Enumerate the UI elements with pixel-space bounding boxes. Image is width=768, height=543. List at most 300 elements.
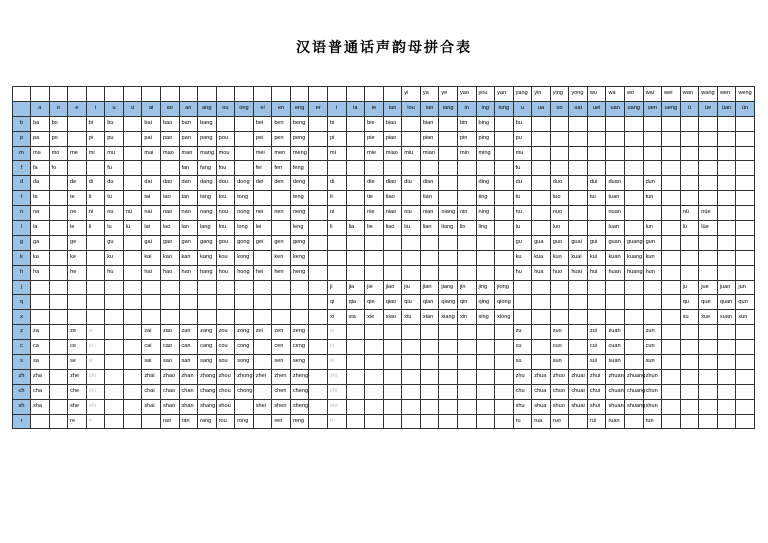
syllable-cell: qiao — [383, 295, 402, 310]
spelling-cell — [123, 87, 142, 102]
syllable-cell — [699, 355, 718, 370]
syllable-cell: zuan — [606, 325, 625, 340]
syllable-cell: li — [328, 221, 347, 236]
syllable-cell — [402, 369, 421, 384]
syllable-cell — [569, 295, 588, 310]
syllable-cell — [105, 280, 124, 295]
syllable-cell: zhi — [328, 369, 347, 384]
syllable-cell — [49, 265, 68, 280]
syllable-cell — [457, 414, 476, 429]
syllable-cell: hu — [105, 265, 124, 280]
syllable-cell — [680, 325, 699, 340]
syllable-cell — [476, 340, 495, 355]
syllable-cell: xi — [328, 310, 347, 325]
syllable-cell — [587, 116, 606, 131]
syllable-cell: cang — [198, 340, 217, 355]
syllable-cell — [457, 340, 476, 355]
syllable-cell — [123, 191, 142, 206]
syllable-cell — [625, 355, 644, 370]
final-header-cell: i — [328, 101, 347, 116]
syllable-cell: kun — [643, 250, 662, 265]
syllable-cell — [365, 325, 384, 340]
syllable-cell — [662, 221, 681, 236]
syllable-cell — [365, 355, 384, 370]
syllable-cell — [736, 206, 755, 221]
syllable-cell — [420, 265, 439, 280]
syllable-cell — [717, 176, 736, 191]
syllable-cell — [587, 146, 606, 161]
syllable-cell — [736, 325, 755, 340]
syllable-cell — [532, 221, 551, 236]
syllable-cell: zhuang — [625, 369, 644, 384]
syllable-cell — [31, 310, 50, 325]
syllable-cell: qu — [680, 295, 699, 310]
syllable-cell — [550, 161, 569, 176]
syllable-cell — [736, 414, 755, 429]
syllable-cell: cen — [272, 340, 291, 355]
syllable-cell: niang — [439, 206, 458, 221]
syllable-cell — [699, 116, 718, 131]
syllable-cell — [123, 250, 142, 265]
spelling-cell — [31, 87, 50, 102]
syllable-cell — [476, 265, 495, 280]
syllable-cell — [680, 265, 699, 280]
syllable-cell — [86, 265, 105, 280]
syllable-cell: zan — [179, 325, 198, 340]
syllable-cell — [346, 176, 365, 191]
syllable-cell: nao — [160, 206, 179, 221]
spelling-cell — [235, 87, 254, 102]
syllable-cell: liu — [402, 221, 421, 236]
syllable-cell — [309, 355, 328, 370]
table-row — [13, 116, 755, 131]
syllable-cell — [235, 399, 254, 414]
syllable-cell — [625, 221, 644, 236]
syllable-cell: tian — [420, 191, 439, 206]
syllable-cell: gu — [105, 235, 124, 250]
syllable-cell — [457, 325, 476, 340]
syllable-cell — [606, 161, 625, 176]
syllable-cell: nong — [235, 206, 254, 221]
syllable-cell — [532, 191, 551, 206]
syllable-cell — [402, 235, 421, 250]
spelling-cell: yao — [457, 87, 476, 102]
final-header-cell: ie — [365, 101, 384, 116]
syllable-cell: qing — [476, 295, 495, 310]
syllable-cell — [68, 116, 87, 131]
syllable-cell: kuang — [625, 250, 644, 265]
syllable-cell: dang — [198, 176, 217, 191]
syllable-cell — [123, 131, 142, 146]
syllable-cell — [569, 161, 588, 176]
syllable-cell: heng — [290, 265, 309, 280]
syllable-cell: qia — [346, 295, 365, 310]
syllable-cell: nü — [123, 206, 142, 221]
syllable-cell — [587, 206, 606, 221]
syllable-cell — [290, 280, 309, 295]
syllable-cell: mu — [513, 146, 532, 161]
final-header-cell: ü — [680, 101, 699, 116]
syllable-cell: guang — [625, 235, 644, 250]
syllable-cell: ci — [86, 340, 105, 355]
spelling-cell — [160, 87, 179, 102]
syllable-cell — [420, 369, 439, 384]
syllable-cell — [420, 325, 439, 340]
syllable-cell — [495, 265, 514, 280]
syllable-cell — [105, 310, 124, 325]
initial-label: x — [13, 310, 31, 325]
syllable-cell — [717, 414, 736, 429]
syllable-cell: reng — [290, 414, 309, 429]
syllable-cell — [68, 131, 87, 146]
syllable-cell: kuo — [550, 250, 569, 265]
syllable-cell: zhe — [68, 369, 87, 384]
syllable-cell — [476, 414, 495, 429]
syllable-cell: rong — [235, 414, 254, 429]
syllable-cell: dao — [160, 176, 179, 191]
syllable-cell — [643, 310, 662, 325]
syllable-cell — [625, 295, 644, 310]
syllable-cell — [495, 176, 514, 191]
syllable-cell — [383, 161, 402, 176]
syllable-cell — [365, 369, 384, 384]
syllable-cell — [365, 340, 384, 355]
syllable-cell: po — [49, 131, 68, 146]
syllable-cell — [68, 310, 87, 325]
syllable-cell — [643, 280, 662, 295]
syllable-cell — [365, 414, 384, 429]
syllable-cell: pou — [216, 131, 235, 146]
syllable-cell: chu — [513, 384, 532, 399]
syllable-cell: duan — [606, 176, 625, 191]
initial-label: d — [13, 176, 31, 191]
syllable-cell — [49, 414, 68, 429]
syllable-cell — [457, 265, 476, 280]
syllable-cell: na — [31, 206, 50, 221]
syllable-cell — [309, 131, 328, 146]
syllable-cell — [662, 116, 681, 131]
syllable-cell — [513, 280, 532, 295]
table-row — [13, 310, 755, 325]
syllable-cell — [625, 146, 644, 161]
syllable-cell — [569, 131, 588, 146]
table-row — [13, 176, 755, 191]
syllable-cell — [736, 131, 755, 146]
syllable-cell: du — [105, 176, 124, 191]
syllable-cell — [680, 176, 699, 191]
syllable-cell: xin — [457, 310, 476, 325]
syllable-cell: rui — [587, 414, 606, 429]
syllable-cell: run — [643, 414, 662, 429]
syllable-cell — [309, 221, 328, 236]
syllable-cell: ning — [476, 206, 495, 221]
syllable-cell: zhuan — [606, 369, 625, 384]
syllable-cell: pie — [365, 131, 384, 146]
syllable-cell: nan — [179, 206, 198, 221]
spelling-cell: wa — [606, 87, 625, 102]
spelling-cell — [253, 87, 272, 102]
syllable-cell — [235, 131, 254, 146]
syllable-cell — [86, 250, 105, 265]
syllable-cell: fan — [179, 161, 198, 176]
syllable-cell: den — [272, 176, 291, 191]
syllable-cell — [736, 265, 755, 280]
syllable-cell: jin — [457, 280, 476, 295]
syllable-cell: shen — [272, 399, 291, 414]
syllable-cell — [365, 250, 384, 265]
finals-header-row — [13, 101, 755, 116]
syllable-cell — [420, 340, 439, 355]
syllable-cell — [662, 355, 681, 370]
syllable-cell: de — [68, 176, 87, 191]
syllable-cell — [216, 280, 235, 295]
syllable-cell — [123, 414, 142, 429]
syllable-cell: ruo — [550, 414, 569, 429]
syllable-cell — [86, 161, 105, 176]
syllable-cell: miu — [402, 146, 421, 161]
syllable-cell — [216, 310, 235, 325]
syllable-cell: duo — [550, 176, 569, 191]
syllable-cell: tan — [179, 191, 198, 206]
syllable-cell — [346, 235, 365, 250]
syllable-cell — [179, 295, 198, 310]
initial-label: p — [13, 131, 31, 146]
syllable-cell: di — [86, 176, 105, 191]
syllable-cell: rang — [198, 414, 217, 429]
corner-cell — [13, 87, 31, 102]
syllable-cell — [160, 161, 179, 176]
syllable-cell — [662, 384, 681, 399]
syllable-cell — [736, 250, 755, 265]
final-header-cell: ou — [216, 101, 235, 116]
initial-label: c — [13, 340, 31, 355]
syllable-cell — [49, 340, 68, 355]
syllable-cell — [290, 295, 309, 310]
spelling-cell — [383, 87, 402, 102]
table-row — [13, 295, 755, 310]
syllable-cell: nu — [105, 206, 124, 221]
syllable-cell — [49, 176, 68, 191]
syllable-cell: shi — [328, 399, 347, 414]
syllable-cell: cuan — [606, 340, 625, 355]
final-header-cell: o — [49, 101, 68, 116]
syllable-cell: mian — [420, 146, 439, 161]
syllable-cell — [717, 325, 736, 340]
syllable-cell — [476, 325, 495, 340]
syllable-cell: tou — [216, 191, 235, 206]
syllable-cell — [457, 176, 476, 191]
syllable-cell — [402, 116, 421, 131]
final-header-cell: ü — [123, 101, 142, 116]
initial-label: m — [13, 146, 31, 161]
syllable-cell: gou — [216, 235, 235, 250]
spelling-cell: yang — [513, 87, 532, 102]
syllable-cell: tie — [365, 191, 384, 206]
syllable-cell: dan — [179, 176, 198, 191]
syllable-cell — [402, 265, 421, 280]
syllable-cell — [495, 399, 514, 414]
syllable-cell: chi — [86, 384, 105, 399]
syllable-cell — [550, 280, 569, 295]
syllable-cell — [439, 340, 458, 355]
syllable-cell — [105, 340, 124, 355]
syllable-cell — [495, 131, 514, 146]
syllable-cell — [569, 146, 588, 161]
syllable-cell — [402, 250, 421, 265]
syllable-cell — [587, 131, 606, 146]
syllable-cell — [513, 310, 532, 325]
syllable-cell: fu — [105, 161, 124, 176]
syllable-cell: sun — [643, 355, 662, 370]
syllable-cell: dui — [587, 176, 606, 191]
syllable-cell: nuan — [606, 206, 625, 221]
syllable-cell — [457, 355, 476, 370]
syllable-cell — [662, 206, 681, 221]
syllable-cell: ke — [68, 250, 87, 265]
syllable-cell: huai — [569, 265, 588, 280]
syllable-cell — [495, 355, 514, 370]
syllable-cell — [476, 384, 495, 399]
syllable-cell: nei — [253, 206, 272, 221]
syllable-cell — [253, 295, 272, 310]
syllable-cell: tong — [235, 191, 254, 206]
syllable-cell: ri — [86, 414, 105, 429]
syllable-cell: cun — [643, 340, 662, 355]
syllable-cell: suan — [606, 355, 625, 370]
syllable-cell: zhou — [216, 369, 235, 384]
syllable-cell: huo — [550, 265, 569, 280]
syllable-cell — [736, 116, 755, 131]
syllable-cell: zhao — [160, 369, 179, 384]
syllable-cell — [717, 206, 736, 221]
syllable-cell: ku — [105, 250, 124, 265]
final-header-cell: a — [31, 101, 50, 116]
syllable-cell: sao — [160, 355, 179, 370]
syllable-cell: ne — [68, 206, 87, 221]
final-header-cell: uang — [625, 101, 644, 116]
syllable-cell — [625, 206, 644, 221]
syllable-cell — [495, 116, 514, 131]
syllable-cell: xing — [476, 310, 495, 325]
syllable-cell: tun — [643, 191, 662, 206]
syllable-cell: ca — [31, 340, 50, 355]
syllable-cell — [49, 295, 68, 310]
syllable-cell — [699, 146, 718, 161]
syllable-cell: jing — [476, 280, 495, 295]
syllable-cell: hei — [253, 265, 272, 280]
syllable-cell — [606, 146, 625, 161]
syllable-cell — [476, 250, 495, 265]
syllable-cell — [402, 414, 421, 429]
syllable-cell: he — [68, 265, 87, 280]
syllable-cell — [346, 399, 365, 414]
syllable-cell: sang — [198, 355, 217, 370]
syllable-cell: za — [31, 325, 50, 340]
syllable-cell: hua — [532, 265, 551, 280]
initial-label: l — [13, 221, 31, 236]
syllable-cell — [662, 369, 681, 384]
syllable-cell — [253, 340, 272, 355]
syllable-cell — [625, 414, 644, 429]
syllable-cell — [699, 325, 718, 340]
syllable-cell: chui — [587, 384, 606, 399]
syllable-cell — [346, 161, 365, 176]
table-row — [13, 325, 755, 340]
syllable-cell: chao — [160, 384, 179, 399]
syllable-cell: chua — [532, 384, 551, 399]
syllable-cell: luo — [550, 221, 569, 236]
syllable-cell: zhua — [532, 369, 551, 384]
syllable-cell: hui — [587, 265, 606, 280]
syllable-cell: zhang — [198, 369, 217, 384]
syllable-cell — [662, 310, 681, 325]
syllable-cell: han — [179, 265, 198, 280]
final-header-cell: ao — [160, 101, 179, 116]
syllable-cell: fa — [31, 161, 50, 176]
syllable-cell — [160, 295, 179, 310]
syllable-cell — [309, 146, 328, 161]
syllable-cell: hou — [216, 265, 235, 280]
syllable-cell: mei — [253, 146, 272, 161]
syllable-cell — [457, 235, 476, 250]
syllable-cell — [736, 340, 755, 355]
syllable-cell: ta — [31, 191, 50, 206]
syllable-cell: gun — [643, 235, 662, 250]
syllable-cell: bai — [142, 116, 161, 131]
syllable-cell — [49, 325, 68, 340]
syllable-cell — [49, 310, 68, 325]
syllable-cell: pen — [272, 131, 291, 146]
syllable-cell — [49, 235, 68, 250]
syllable-cell: gong — [235, 235, 254, 250]
syllable-cell: deng — [290, 176, 309, 191]
syllable-cell: jue — [699, 280, 718, 295]
syllable-cell: da — [31, 176, 50, 191]
syllable-cell — [495, 221, 514, 236]
syllable-cell: xue — [699, 310, 718, 325]
syllable-cell — [643, 206, 662, 221]
syllable-cell — [550, 116, 569, 131]
initial-label: b — [13, 116, 31, 131]
syllable-cell — [680, 355, 699, 370]
syllable-cell: zhei — [253, 369, 272, 384]
syllable-cell: mu — [105, 146, 124, 161]
syllable-cell: peng — [290, 131, 309, 146]
syllable-cell — [309, 235, 328, 250]
syllable-cell: ni — [328, 206, 347, 221]
syllable-cell: pang — [198, 131, 217, 146]
syllable-cell: xiang — [439, 310, 458, 325]
syllable-cell — [717, 221, 736, 236]
initial-label: q — [13, 295, 31, 310]
syllable-cell — [365, 399, 384, 414]
syllable-cell — [309, 414, 328, 429]
syllable-cell — [680, 146, 699, 161]
syllable-cell — [439, 369, 458, 384]
final-header-cell: e — [68, 101, 87, 116]
syllable-cell — [346, 131, 365, 146]
syllable-cell — [495, 340, 514, 355]
syllable-cell — [699, 369, 718, 384]
syllable-cell: tu — [105, 191, 124, 206]
syllable-cell: zao — [160, 325, 179, 340]
syllable-cell: gu — [513, 235, 532, 250]
syllable-cell: mi — [86, 146, 105, 161]
syllable-cell: zhen — [272, 369, 291, 384]
spelling-cell: wai — [643, 87, 662, 102]
syllable-cell — [699, 191, 718, 206]
syllable-cell — [365, 161, 384, 176]
